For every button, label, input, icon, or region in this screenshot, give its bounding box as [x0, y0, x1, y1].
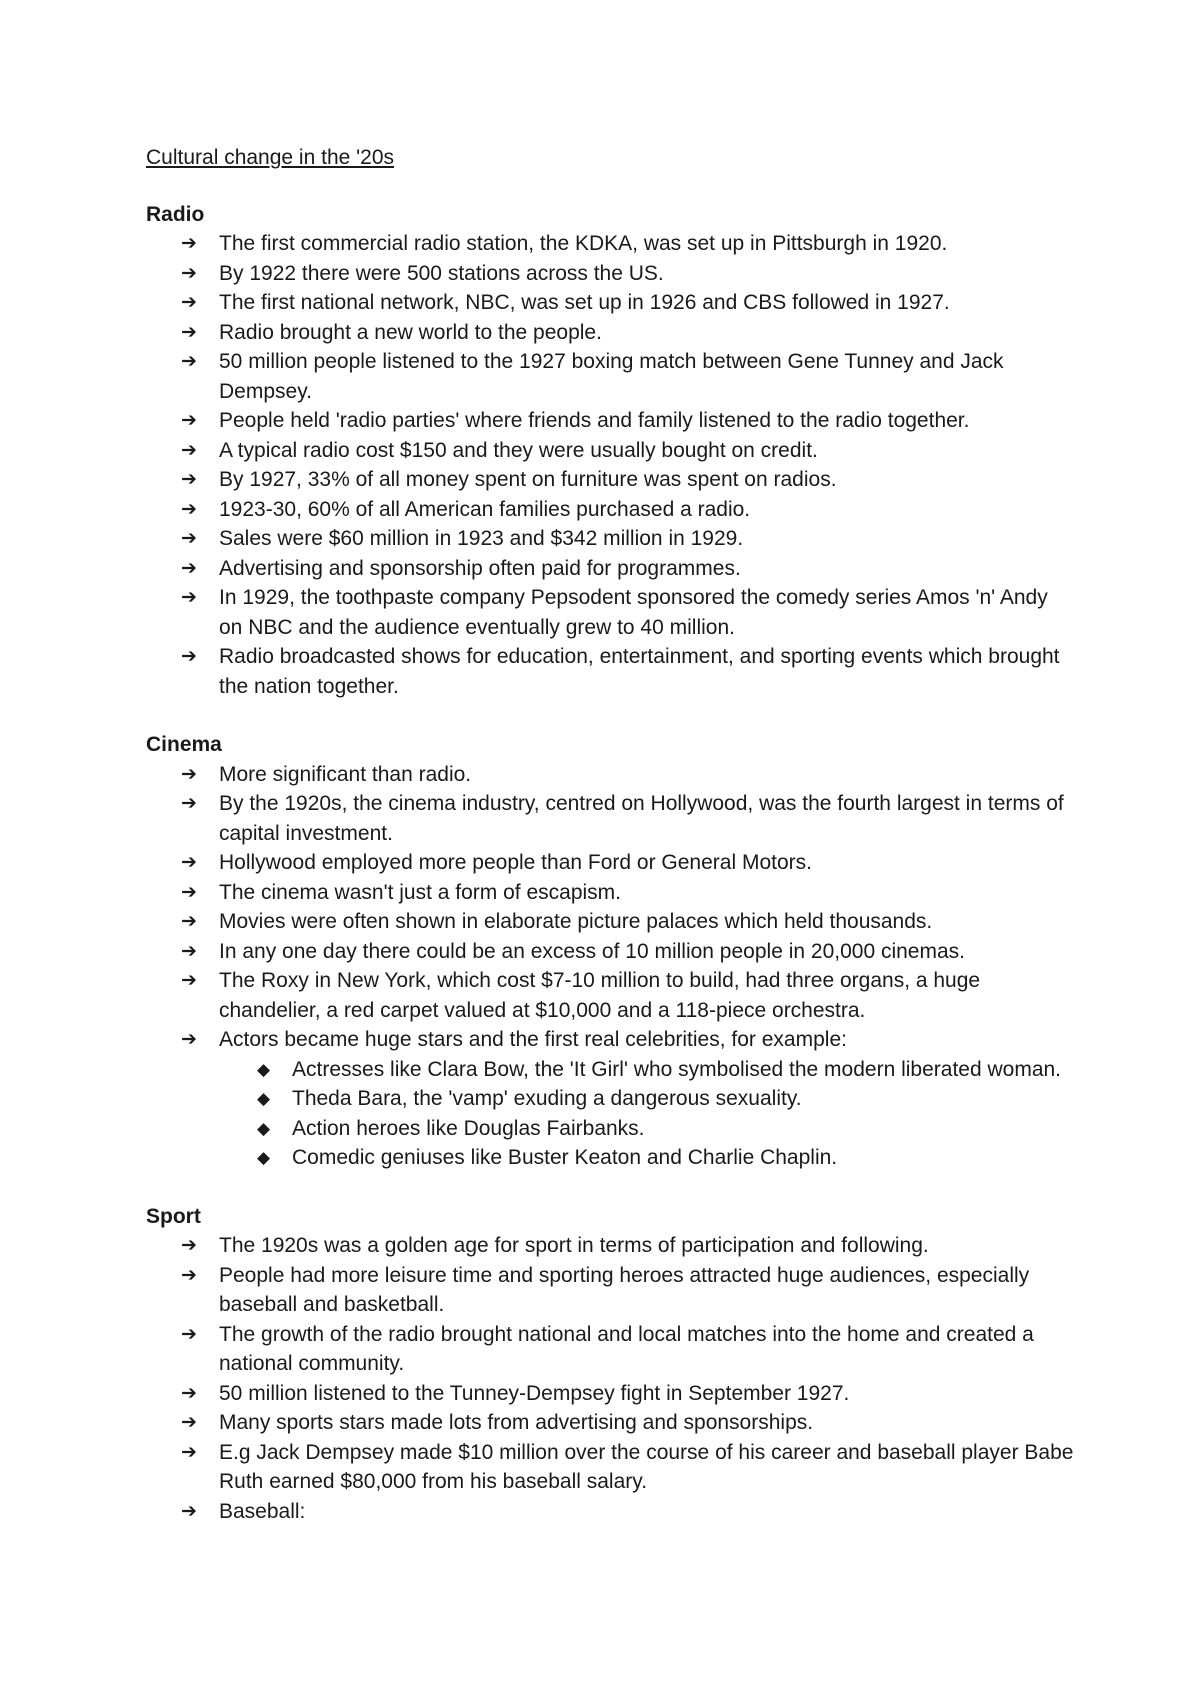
list-item-text: In 1929, the toothpaste company Pepsodent sponsored the comedy series Amos 'n' Andy on NBC and the audience eventually grew to 40 million.: [219, 586, 1048, 639]
bullet-list: [146, 1231, 1076, 1526]
arrow-bullet-icon: ➔: [181, 646, 197, 667]
arrow-bullet-icon: ➔: [181, 439, 197, 461]
sub-list-item-text: Comedic geniuses like Buster Keaton and Charlie Chaplin.: [292, 1146, 838, 1169]
list-item: [181, 1379, 1076, 1409]
list-item: [181, 465, 1076, 495]
list-item: [181, 554, 1076, 584]
list-item: [181, 524, 1076, 554]
list-item: [181, 760, 1076, 790]
sub-list-item: [257, 1143, 1076, 1173]
section-sport: [146, 1202, 1076, 1527]
list-item-text: People had more leisure time and sporting heroes attracted huge audiences, especially baseball and basketball.: [219, 1263, 1030, 1316]
arrow-bullet-icon: ➔: [181, 940, 197, 962]
document-title: Cultural change in the '20s: [146, 146, 395, 169]
arrow-bullet-icon: ➔: [181, 233, 197, 254]
list-item: [181, 1231, 1076, 1261]
arrow-bullet-icon: ➔: [181, 852, 197, 873]
sub-bullet-list: [219, 1055, 1076, 1173]
list-item: [181, 347, 1076, 406]
arrow-bullet-icon: ➔: [181, 262, 197, 284]
arrow-bullet-icon: ➔: [181, 410, 197, 431]
list-item: [181, 937, 1076, 967]
list-item: [181, 1025, 1076, 1173]
list-item-text: By 1922 there were 500 stations across the US.: [219, 261, 664, 285]
sub-list-item-text: Action heroes like Douglas Fairbanks.: [292, 1116, 645, 1140]
sub-list-item-text: Theda Bara, the 'vamp' exuding a dangerous sexuality.: [292, 1087, 802, 1110]
arrow-bullet-icon: ➔: [181, 1500, 197, 1522]
arrow-bullet-icon: ➔: [181, 469, 197, 490]
list-item-text: In any one day there could be an excess of 10 million people in 20,000 cinemas.: [219, 939, 965, 963]
arrow-bullet-icon: ➔: [181, 793, 197, 814]
diamond-bullet-icon: ◆: [257, 1089, 271, 1108]
sub-list-item: [257, 1114, 1076, 1144]
arrow-bullet-icon: ➔: [181, 1323, 197, 1345]
bullet-list: [146, 229, 1076, 701]
section-heading: Cinema: [146, 733, 222, 756]
section-heading: Radio: [146, 202, 205, 226]
arrow-bullet-icon: ➔: [181, 1412, 197, 1433]
list-item-text: Radio brought a new world to the people.: [219, 320, 602, 344]
list-item: [181, 878, 1076, 908]
arrow-bullet-icon: ➔: [181, 351, 197, 372]
list-item-text: More significant than radio.: [219, 762, 472, 786]
list-item: [181, 1497, 1076, 1527]
list-item: [181, 907, 1076, 937]
list-item: [181, 259, 1076, 289]
list-item-text: 50 million listened to the Tunney-Dempsey fight in September 1927.: [219, 1381, 850, 1405]
list-item-text: 50 million people listened to the 1927 boxing match between Gene Tunney and Jack Dempsey.: [219, 350, 1004, 403]
list-item-text: Hollywood employed more people than Ford or General Motors.: [219, 851, 812, 874]
sub-list-item: [257, 1084, 1076, 1114]
arrow-bullet-icon: ➔: [181, 1441, 197, 1463]
list-item-text: Advertising and sponsorship often paid for programmes.: [219, 556, 741, 580]
arrow-bullet-icon: ➔: [181, 498, 197, 520]
diamond-bullet-icon: ◆: [257, 1118, 271, 1138]
section-cinema: [146, 730, 1076, 1173]
diamond-bullet-icon: ◆: [257, 1059, 271, 1079]
document-body: [146, 143, 1076, 1555]
list-item-text: People held 'radio parties' where friends and family listened to the radio together.: [219, 409, 970, 432]
list-item-text: The growth of the radio brought national and local matches into the home and created a national community.: [219, 1322, 1034, 1375]
list-item-text: Many sports stars made lots from advertising and sponsorships.: [219, 1411, 814, 1434]
list-item-text: The 1920s was a golden age for sport in terms of participation and following.: [219, 1234, 929, 1257]
arrow-bullet-icon: ➔: [181, 763, 197, 785]
section-heading: Sport: [146, 1204, 201, 1228]
list-item-text: The first commercial radio station, the KDKA, was set up in Pittsburgh in 1920.: [219, 232, 948, 255]
sub-list-item-text: Actresses like Clara Bow, the 'It Girl' who symbolised the modern liberated woman.: [292, 1057, 1062, 1081]
arrow-bullet-icon: ➔: [181, 292, 197, 313]
list-item: [181, 1320, 1076, 1379]
list-item-text: E.g Jack Dempsey made $10 million over the course of his career and baseball player Babe Ruth earned $80,000 from his baseball salary.: [219, 1440, 1074, 1493]
arrow-bullet-icon: ➔: [181, 557, 197, 579]
list-item: [181, 848, 1076, 878]
list-item: [181, 288, 1076, 318]
sections-container: [146, 200, 1076, 1527]
arrow-bullet-icon: ➔: [181, 1264, 197, 1286]
list-item-text: The first national network, NBC, was set up in 1926 and CBS followed in 1927.: [219, 291, 950, 314]
list-item-text: Sales were $60 million in 1923 and $342 million in 1929.: [219, 527, 744, 550]
list-item-text: 1923-30, 60% of all American families purchased a radio.: [219, 497, 751, 521]
arrow-bullet-icon: ➔: [181, 1382, 197, 1404]
list-item-text: Actors became huge stars and the first real celebrities, for example:: [219, 1028, 847, 1051]
arrow-bullet-icon: ➔: [181, 881, 197, 903]
section-radio: [146, 200, 1076, 702]
list-item: [181, 318, 1076, 348]
list-item-text: The Roxy in New York, which cost $7-10 million to build, had three organs, a huge chandelier, a red carpet valued at $10,000 and a 118-piece orchestra.: [219, 969, 981, 1022]
list-item: [181, 789, 1076, 848]
list-item-text: Radio broadcasted shows for education, entertainment, and sporting events which brought the nation together.: [219, 645, 1060, 698]
list-item-text: By the 1920s, the cinema industry, centred on Hollywood, was the fourth largest in terms of capital investment.: [219, 792, 1064, 845]
list-item: [181, 1438, 1076, 1497]
list-item: [181, 229, 1076, 259]
arrow-bullet-icon: ➔: [181, 1029, 197, 1050]
list-item-text: Movies were often shown in elaborate picture palaces which held thousands.: [219, 910, 933, 933]
arrow-bullet-icon: ➔: [181, 528, 197, 549]
list-item: [181, 436, 1076, 466]
arrow-bullet-icon: ➔: [181, 970, 197, 991]
arrow-bullet-icon: ➔: [181, 587, 197, 608]
list-item: [181, 966, 1076, 1025]
list-item: [181, 1261, 1076, 1320]
list-item-text: The cinema wasn't just a form of escapism.: [219, 880, 621, 904]
sub-list-item: [257, 1055, 1076, 1085]
list-item: [181, 1408, 1076, 1438]
list-item-text: Baseball:: [219, 1499, 306, 1523]
diamond-bullet-icon: ◆: [257, 1148, 271, 1167]
arrow-bullet-icon: ➔: [181, 321, 197, 343]
list-item: [181, 406, 1076, 436]
list-item-text: By 1927, 33% of all money spent on furniture was spent on radios.: [219, 468, 837, 491]
list-item: [181, 495, 1076, 525]
list-item: [181, 642, 1076, 701]
bullet-list: [146, 760, 1076, 1173]
list-item-text: A typical radio cost $150 and they were usually bought on credit.: [219, 438, 818, 462]
arrow-bullet-icon: ➔: [181, 911, 197, 932]
arrow-bullet-icon: ➔: [181, 1235, 197, 1256]
list-item: [181, 583, 1076, 642]
